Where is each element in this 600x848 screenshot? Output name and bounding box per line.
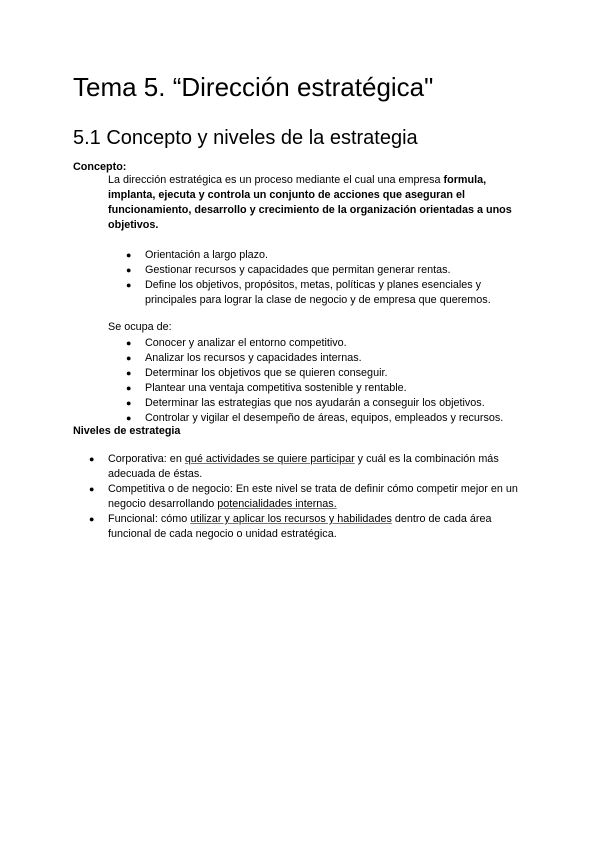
list-item	[126, 336, 525, 351]
list-item-corporativa	[89, 452, 528, 482]
list-item	[126, 263, 525, 278]
bullet-icon: ●	[126, 368, 132, 378]
list-item	[126, 248, 525, 263]
bullet-icon: ●	[126, 353, 132, 363]
list-item	[126, 351, 525, 366]
list-item-text: Controlar y vigilar el desempeño de áreas, equipos, empleados y recursos.	[145, 412, 504, 424]
concepto-text: La dirección estratégica es un proceso mediante el cual una empresa	[108, 174, 444, 186]
niveles-label: Niveles de estrategia	[73, 425, 181, 437]
list-item-text: Define los objetivos, propósitos, metas, políticas y planes esenciales y principales para lograr la clase de negocio y de empresa que queremos.	[145, 279, 491, 306]
concepto-label: Concepto:	[73, 161, 127, 173]
list-item-text: dentro de cada área funcional de cada negocio o unidad estratégica.	[108, 513, 492, 540]
list-item-text: Orientación a largo plazo.	[145, 249, 269, 261]
underlined-text: qué actividades se quiere participar	[184, 453, 355, 465]
list-item-text: y cuál es la combinación más adecuada de éstas.	[108, 453, 499, 480]
list-item	[126, 366, 525, 381]
list-item-text: Competitiva o de negocio: En este nivel se trata de definir cómo competir mejor en un negocio desarrollando	[108, 483, 518, 510]
se-ocupa-bullet-list	[126, 336, 525, 426]
bullet-icon: ●	[126, 338, 132, 348]
bullet-icon: ●	[89, 484, 95, 494]
list-item	[126, 411, 525, 426]
bullet-icon: ●	[126, 265, 132, 275]
concepto-bold-text: formula, implanta, ejecuta y controla un conjunto de acciones que aseguran el funcionamiento, desarrollo y crecimiento de la organización orientadas a unos objetivos.	[108, 174, 512, 231]
list-item-text: Conocer y analizar el entorno competitivo.	[145, 337, 347, 349]
list-item-text: Determinar los objetivos que se quieren conseguir.	[145, 367, 388, 379]
list-item-text: Funcional: cómo	[108, 513, 191, 525]
niveles-bullet-list	[89, 452, 528, 542]
bullet-icon: ●	[89, 454, 95, 464]
bullet-icon: ●	[126, 413, 132, 423]
list-item-text: Determinar las estrategias que nos ayudarán a conseguir los objetivos.	[145, 397, 485, 409]
list-item	[126, 396, 525, 411]
list-item-text: Plantear una ventaja competitiva sostenible y rentable.	[145, 382, 407, 394]
concepto-paragraph	[108, 173, 528, 233]
section-title: 5.1 Concepto y niveles de la estrategia	[73, 127, 418, 149]
list-item-text: Analizar los recursos y capacidades internas.	[145, 352, 362, 364]
se-ocupa-label: Se ocupa de:	[108, 321, 172, 333]
document-title: Tema 5. “Dirección estratégica"	[73, 72, 434, 102]
underlined-text: utilizar y aplicar los recursos y habilidades	[190, 513, 392, 525]
bullet-icon: ●	[126, 280, 132, 290]
list-item	[126, 381, 525, 396]
concepto-bullet-list	[126, 248, 525, 308]
list-item-text: Corporativa: en	[108, 453, 185, 465]
list-item-competitiva	[89, 482, 528, 512]
list-item-funcional	[89, 512, 528, 542]
list-item	[126, 278, 525, 308]
underlined-text: potencialidades internas.	[217, 498, 337, 510]
bullet-icon: ●	[89, 514, 95, 524]
bullet-icon: ●	[126, 398, 132, 408]
bullet-icon: ●	[126, 383, 132, 393]
list-item-text: Gestionar recursos y capacidades que permitan generar rentas.	[145, 264, 451, 276]
bullet-icon: ●	[126, 250, 132, 260]
